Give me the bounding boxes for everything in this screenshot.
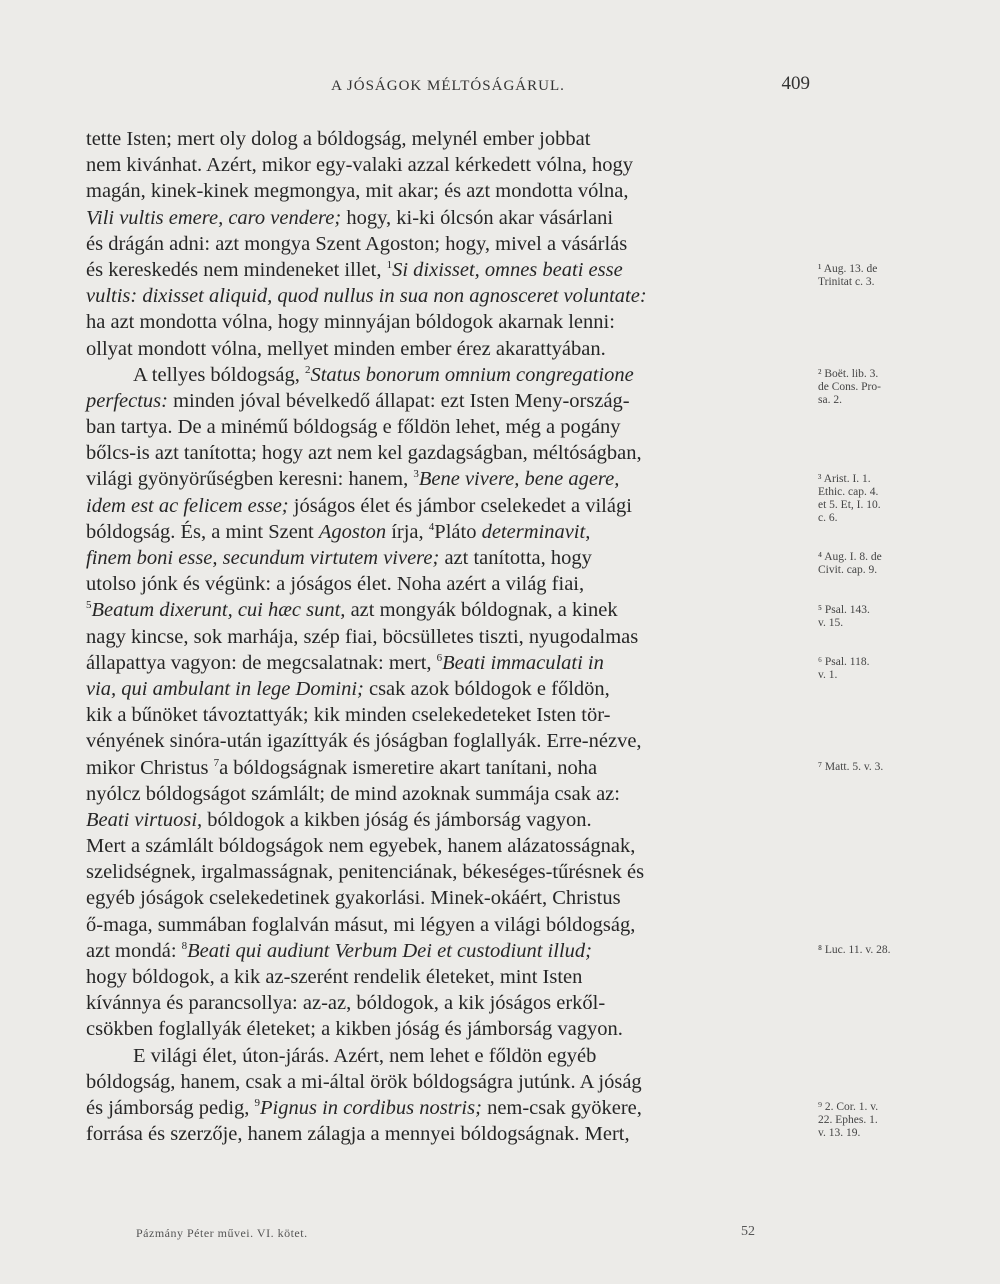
text-segment: minden jóval bévelkedő állapat: ezt Isten Meny-ország- (167, 389, 630, 412)
marginal-note-line: v. 1. (818, 669, 838, 681)
text-segment: bőlcs-is azt tanította; hogy azt nem kel gazdagságban, méltóságban, (86, 442, 642, 465)
text-segment: világi gyönyörűségben keresni: hanem, (86, 468, 414, 491)
text-line (86, 152, 810, 178)
text-segment: és kereskedés nem mindeneket illet, (86, 258, 387, 281)
text-segment: szelidségnek, irgalmasságnak, penitenciának, békeséges-tűrésnek és (86, 861, 645, 884)
marginal-note (818, 1101, 936, 1140)
text-segment: forrása és szerzője, hanem zálagja a mennyei bóldogságnak. Mert, (86, 1123, 630, 1146)
page-footer (136, 1226, 756, 1246)
text-segment: ban tartya. De a minémű bóldogság e főldön lehet, még a pogány (86, 416, 621, 439)
marginal-note (818, 656, 936, 682)
marginal-note (818, 551, 936, 577)
text-line (86, 126, 810, 152)
text-segment: A tellyes bóldogság, (133, 363, 305, 386)
text-line (86, 650, 810, 676)
text-line (86, 1016, 810, 1042)
latin-quote: Beatum dixerunt, cui hæc sunt, (91, 599, 346, 622)
footnote-ref: 1 (386, 258, 393, 271)
latin-quote: Beati immaculati in (442, 651, 604, 674)
text-line (86, 676, 810, 702)
marginal-note-line: ⁹ 2. Cor. 1. v. (818, 1101, 879, 1114)
text-segment: csökben foglallyák életeket; a kikben jóság és jámborság vagyon. (86, 1018, 623, 1041)
marginal-note-line: ⁸ Luc. 11. v. 28. (818, 944, 891, 957)
footnote-ref: 9 (254, 1096, 261, 1109)
running-title: A JÓSÁGOK MÉLTÓSÁGÁRUL. (331, 78, 565, 94)
text-segment: állapattya vagyon: de megcsalatnak: mert, (86, 651, 437, 674)
text-segment: hogy, ki-ki ólcsón akar vásárlani (341, 206, 614, 229)
text-segment: tette Isten; mert oly dolog a bóldogság, melynél ember jobbat (86, 128, 591, 150)
text-line (86, 597, 810, 623)
text-segment: ollyat mondott vólna, mellyet minden ember érez akarattyában. (86, 337, 606, 360)
text-line (86, 414, 810, 440)
text-line (86, 1043, 810, 1069)
marginal-note (818, 368, 936, 407)
marginal-note (818, 604, 936, 630)
text-segment: és drágán adni: azt mongya Szent Agoston; hogy, mivel a vásárlás (86, 232, 628, 255)
text-line (86, 807, 810, 833)
text-segment: azt tanította, hogy (439, 547, 592, 569)
latin-quote: Beati virtuosi, (86, 808, 203, 831)
text-line (86, 257, 810, 283)
marginal-note (818, 761, 936, 774)
latin-quote: Beati qui audiunt Verbum Dei et custodiunt illud; (187, 939, 592, 962)
text-segment: Pláto (434, 520, 482, 543)
footnote-ref: 8 (181, 939, 188, 952)
latin-quote: Si dixisset, omnes beati esse (392, 258, 623, 281)
text-line (86, 466, 810, 492)
running-head (86, 73, 810, 99)
text-segment: utolso jónk és végünk: a jóságos élet. Noha azért a világ fiai, (86, 573, 585, 596)
text-line (86, 728, 810, 754)
text-line (86, 336, 810, 362)
text-segment: ő-maga, summában foglalván másut, mi légyen a világi bóldogság, (86, 913, 636, 936)
text-line (86, 388, 810, 414)
text-segment: nyólcz bóldogságot számlált; de mind azoknak summája csak az: (86, 782, 620, 805)
marginal-note-line: ⁴ Aug. I. 8. de (818, 551, 882, 564)
text-line (86, 755, 810, 781)
text-segment: és jámborság pedig, (86, 1096, 255, 1119)
marginal-note-line: Trinitat c. 3. (818, 276, 875, 288)
footer-credit: Pázmány Péter művei. VI. kötet. (136, 1226, 308, 1240)
footnote-ref: 6 (436, 651, 443, 664)
text-segment: E világi élet, úton-járás. Azért, nem lehet e főldön egyéb (133, 1044, 597, 1067)
text-segment: bóldogok a kikben jóság és jámborság vagyon. (202, 808, 592, 831)
latin-quote: Vili vultis emere, caro vendere; (86, 206, 342, 229)
marginal-note-line: v. 15. (818, 616, 844, 629)
text-segment: mikor Christus (86, 756, 214, 779)
text-segment: a bóldogságnak ismeretire akart tanítani, noha (219, 756, 598, 779)
text-segment: nem-csak gyökere, (481, 1096, 642, 1119)
marginal-note-line: v. 13. 19. (818, 1127, 861, 1140)
footnote-ref: 2 (304, 363, 311, 376)
footnote-ref: 5 (86, 599, 92, 612)
page-number: 409 (781, 73, 810, 94)
text-segment: ha azt mondotta vólna, hogy minnyájan bóldogok akarnak lenni: (86, 311, 615, 334)
text-line (86, 990, 810, 1016)
text-segment: azt mongyák bóldognak, a kinek (345, 599, 618, 622)
marginal-note (818, 473, 936, 525)
text-segment: jóságos élet és jámbor cselekedet a világi (288, 494, 632, 517)
text-line (86, 912, 810, 938)
text-segment: hogy bóldogok, a kik az-szerént rendelik életeket, mint Isten (86, 966, 583, 988)
latin-quote: Bene vivere, bene agere, (418, 468, 620, 491)
body-text (86, 126, 810, 1147)
latin-quote: finem boni esse, secundum virtutem vivere; (86, 547, 440, 569)
latin-quote: perfectus: (86, 389, 168, 412)
text-line (86, 938, 810, 964)
latin-quote: Status bonorum omnium congregatione (310, 363, 634, 386)
footnote-ref: 3 (413, 468, 419, 481)
text-line (86, 362, 810, 388)
footnote-ref: 7 (213, 756, 220, 769)
text-segment: nagy kincse, sok marhája, szép fiai, böcsülletes tiszti, nyugodalmas (86, 625, 639, 648)
latin-quote: idem est ac felicem esse; (86, 494, 289, 517)
text-segment: csak azok bóldogok e főldön, (363, 677, 610, 700)
marginal-note-line: ⁷ Matt. 5. v. 3. (818, 760, 884, 773)
text-segment: bóldogság, hanem, csak a mi-által örök bóldogságra jutúnk. A jóság (86, 1070, 642, 1093)
text-line (86, 231, 810, 257)
text-line (86, 1095, 810, 1121)
text-line (86, 781, 810, 807)
text-segment: írja, (386, 520, 429, 543)
footnote-ref: 4 (428, 520, 435, 533)
signature-mark: 52 (741, 1224, 755, 1239)
text-segment: magán, kinek-kinek megmongya, mit akar; és azt mondotta vólna, (86, 180, 629, 203)
text-line (86, 859, 810, 885)
text-line (86, 624, 810, 650)
text-line (86, 833, 810, 859)
latin-quote: Agoston (318, 520, 387, 543)
text-segment: vényének sinóra-után igazíttyák és jóságban foglallyák. Erre-nézve, (86, 730, 642, 753)
text-segment: Mert a számlált bóldogságok nem egyebek, hanem alázatosságnak, (86, 835, 636, 858)
text-line (86, 309, 810, 335)
text-line (86, 1121, 810, 1147)
marginal-note-line: ⁶ Psal. 118. (818, 656, 870, 668)
marginal-note-line: de Cons. Pro- (818, 380, 881, 393)
text-line (86, 440, 810, 466)
marginal-note-line: ⁵ Psal. 143. (818, 603, 870, 616)
text-line (86, 493, 810, 519)
text-line (86, 571, 810, 597)
marginal-note-line: Civit. cap. 9. (818, 564, 878, 577)
marginal-note-line: ³ Arist. I. 1. (818, 472, 871, 485)
text-line (86, 1069, 810, 1095)
text-line (86, 519, 810, 545)
text-line (86, 205, 810, 231)
latin-quote: determinavit, (481, 520, 591, 543)
text-segment: kik a bűnöket távoztattyák; kik minden cselekedeteket Isten tör- (86, 704, 611, 727)
text-segment: egyéb jóságok cselekedetinek gyakorlási. Minek-okáért, Christus (86, 887, 621, 910)
text-line (86, 283, 810, 309)
text-segment: azt mondá: (86, 939, 182, 962)
text-line (86, 702, 810, 728)
latin-quote: via, qui ambulant in lege Domini; (86, 677, 364, 700)
text-line (86, 178, 810, 204)
text-line (86, 545, 810, 571)
latin-quote: vultis: dixisset aliquid, quod nullus in sua non agnosceret voluntate: (86, 285, 647, 308)
marginal-note (818, 263, 936, 289)
marginal-note-line: ² Boët. lib. 3. (818, 367, 879, 380)
text-line (86, 885, 810, 911)
text-segment: bóldogság. És, a mint Szent (86, 520, 319, 543)
marginal-note-line: Ethic. cap. 4. (818, 485, 879, 498)
marginal-note-line: 22. Ephes. 1. (818, 1114, 878, 1127)
latin-quote: Pignus in cordibus nostris; (260, 1096, 482, 1119)
marginal-note-line: c. 6. (818, 511, 838, 524)
text-segment: kívánnya és parancsollya: az-az, bóldogok, a kik jóságos erkől- (86, 992, 606, 1015)
marginal-note (818, 944, 936, 957)
text-segment: nem kivánhat. Azért, mikor egy-valaki azzal kérkedett vólna, hogy (86, 154, 634, 177)
marginal-note-line: ¹ Aug. 13. de (818, 263, 878, 275)
marginal-note-line: et 5. Et, I. 10. (818, 498, 881, 511)
marginal-note-line: sa. 2. (818, 393, 842, 406)
text-line (86, 964, 810, 990)
